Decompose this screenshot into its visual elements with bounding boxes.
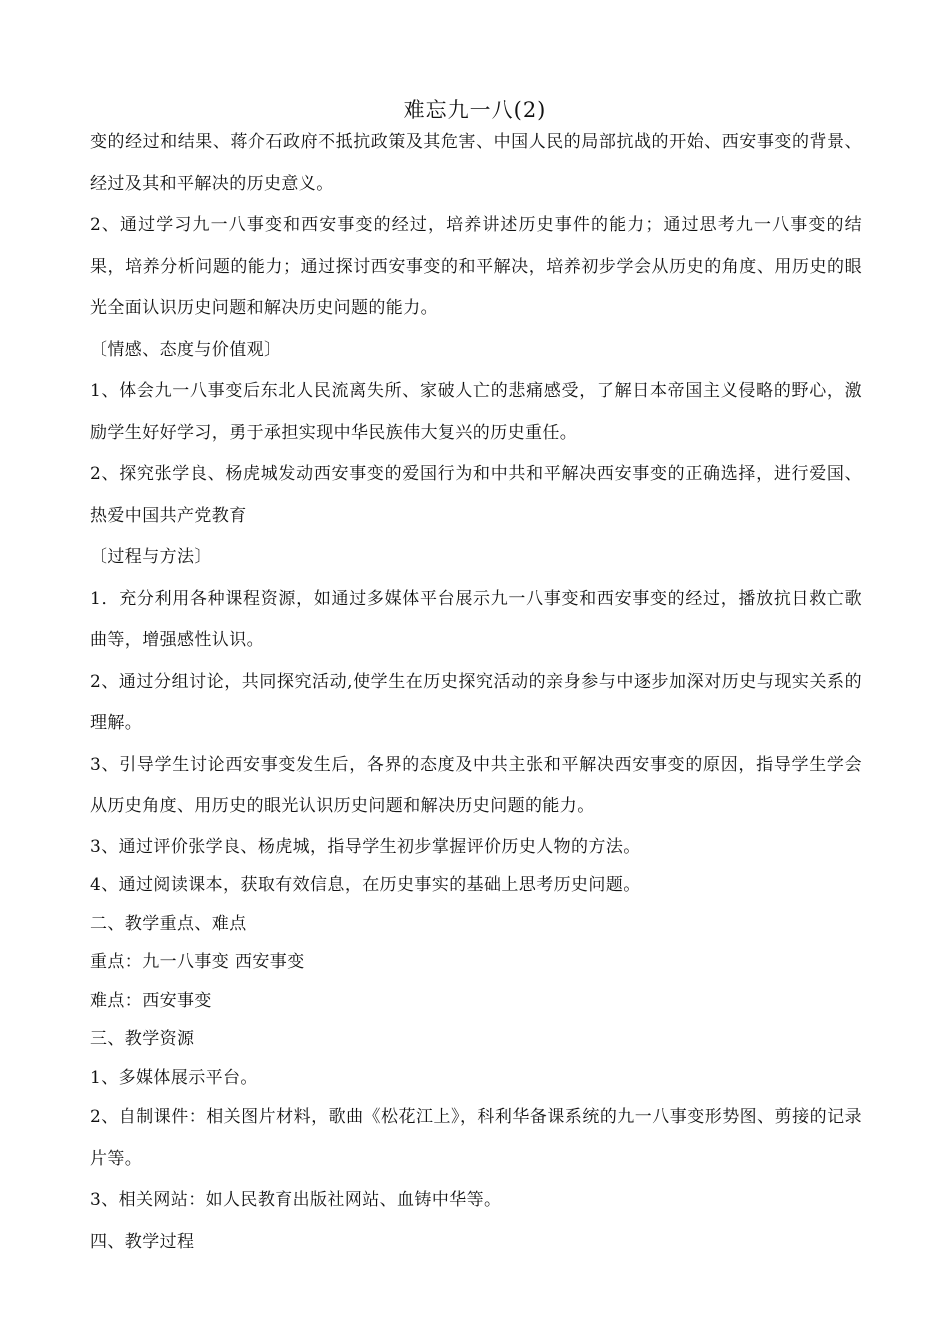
paragraph-resource-2: 2、自制课件：相关图片材料，歌曲《松花江上》，科利华备课系统的九一八事变形势图、剪接的记录片等。 — [90, 1107, 862, 1169]
paragraph-method-1: 1．充分利用各种课程资源，如通过多媒体平台展示九一八事变和西安事变的经过，播放抗日救亡歌曲等，增强感性认识。 — [90, 588, 862, 650]
paragraph-key-point: 重点：九一八事变 西安事变 — [90, 952, 305, 972]
paragraph-method-4: 4、通过阅读课本，获取有效信息，在历史事实的基础上思考历史问题。 — [90, 875, 641, 895]
section-heading-process-method: 〔过程与方法〕 — [90, 547, 212, 567]
paragraph-ability-goal: 2、通过学习九一八事变和西安事变的经过，培养讲述历史事件的能力；通过思考九一八事变的结果，培养分析问题的能力；通过探讨西安事变的和平解决，培养初步学会从历史的角度、用历史的眼光全面认识历史问题和解决历史问题的能力。 — [90, 215, 862, 318]
section-heading-resources: 三、教学资源 — [90, 1029, 195, 1049]
paragraph-objectives-continued: 变的经过和结果、蒋介石政府不抵抗政策及其危害、中国人民的局部抗战的开始、西安事变的背景、经过及其和平解决的历史意义。 — [90, 132, 862, 194]
paragraph-resource-3: 3、相关网站：如人民教育出版社网站、血铸中华等。 — [90, 1190, 502, 1210]
document-title: 难忘九一八(2) — [403, 98, 547, 122]
section-heading-emotion-values: 〔情感、态度与价值观〕 — [90, 339, 282, 360]
document-body — [90, 122, 862, 1263]
paragraph-method-3b: 3、通过评价张学良、杨虎城，指导学生初步掌握评价历史人物的方法。 — [90, 836, 641, 857]
paragraph-method-2: 2、通过分组讨论，共同探究活动,使学生在历史探究活动的亲身参与中逐步加深对历史与现实关系的理解。 — [90, 671, 862, 733]
paragraph-difficult-point: 难点：西安事变 — [90, 990, 212, 1011]
section-heading-teaching-process: 四、教学过程 — [90, 1231, 195, 1252]
paragraph-emotion-goal-1: 1、体会九一八事变后东北人民流离失所、家破人亡的悲痛感受，了解日本帝国主义侵略的野心，激励学生好好学习，勇于承担实现中华民族伟大复兴的历史重任。 — [90, 381, 862, 443]
paragraph-resource-1: 1、多媒体展示平台。 — [90, 1067, 258, 1088]
paragraph-method-3: 3、引导学生讨论西安事变发生后，各界的态度及中共主张和平解决西安事变的原因，指导学生学会从历史角度、用历史的眼光认识历史问题和解决历史问题的能力。 — [90, 754, 862, 816]
paragraph-emotion-goal-2: 2、探究张学良、杨虎城发动西安事变的爱国行为和中共和平解决西安事变的正确选择，进行爱国、热爱中国共产党教育 — [90, 464, 862, 526]
section-heading-key-points: 二、教学重点、难点 — [90, 913, 247, 934]
